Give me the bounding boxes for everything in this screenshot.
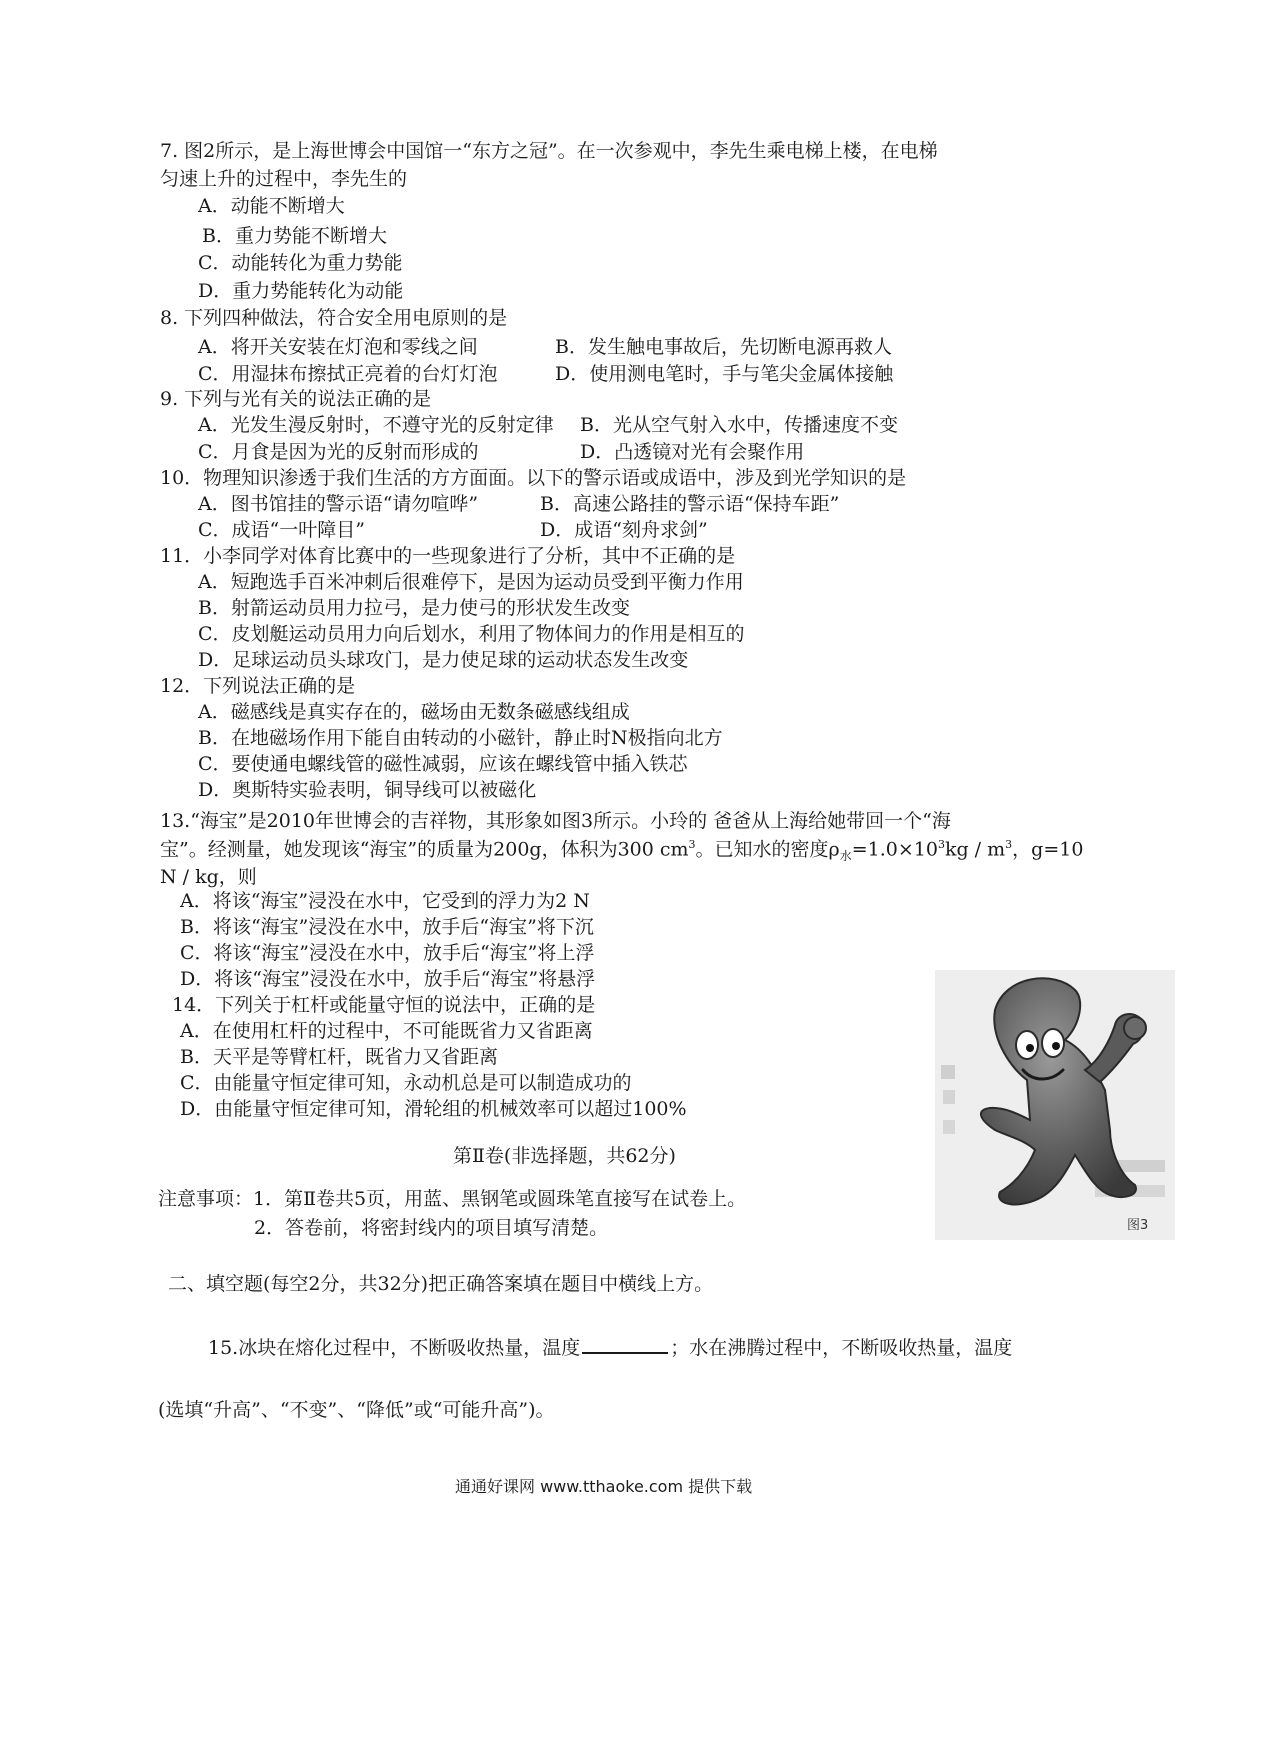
q7-stem-line-2: 匀速上升的过程中，李先生的 <box>160 168 408 190</box>
q8-option-c: C．用湿抹布擦拭正亮着的台灯灯泡 <box>198 363 498 385</box>
q13-option-b: B．将该“海宝”浸没在水中，放手后“海宝”将下沉 <box>180 916 594 938</box>
q15-text-2: ；水在沸腾过程中，不断吸收热量，温度 <box>670 1337 1013 1359</box>
q13-superscript-3: 3 <box>1005 838 1013 851</box>
q8-option-b: B．发生触电事故后，先切断电源再救人 <box>555 336 892 358</box>
q13-stem-text-a: 宝”。经测量，她发现该“海宝”的质量为200g，体积为300 cm <box>160 838 689 861</box>
q14-stem: 14．下列关于杠杆或能量守恒的说法中，正确的是 <box>172 994 596 1016</box>
q13-stem-line-3: N / kg，则 <box>160 866 257 888</box>
q11-option-a: A．短跑选手百米冲刺后很难停下，是因为运动员受到平衡力作用 <box>198 571 744 593</box>
q7-stem-line-1: 7. 图2所示，是上海世博会中国馆一“东方之冠”。在一次参观中，李先生乘电梯上楼，在电梯 <box>160 140 938 162</box>
q13-subscript-water: 水 <box>839 849 852 864</box>
q7-option-b: B．重力势能不断增大 <box>202 225 387 247</box>
q8-option-d: D．使用测电笔时，手与笔尖金属体接触 <box>555 363 894 385</box>
q15-line-2: (选填“升高”、“不变”、“降低”或“可能升高”)。 <box>158 1399 555 1421</box>
q10-stem: 10．物理知识渗透于我们生活的方方面面。以下的警示语或成语中，涉及到光学知识的是 <box>160 467 907 489</box>
q13-option-d: D．将该“海宝”浸没在水中，放手后“海宝”将悬浮 <box>180 968 596 990</box>
q9-option-c: C．月食是因为光的反射而形成的 <box>198 441 479 463</box>
q13-stem-text-d: kg / m <box>944 838 1006 861</box>
section-2-title: 第Ⅱ卷(非选择题，共62分) <box>453 1145 676 1167</box>
haibao-mascot-figure <box>935 970 1175 1240</box>
q13-stem-line-2 <box>160 838 1083 864</box>
q8-option-a: A．将开关安装在灯泡和零线之间 <box>198 336 478 358</box>
q13-option-a: A．将该“海宝”浸没在水中，它受到的浮力为2 N <box>180 890 590 912</box>
q13-option-c: C．将该“海宝”浸没在水中，放手后“海宝”将上浮 <box>180 942 595 964</box>
q13-stem-text-c: =1.0×10 <box>851 838 938 861</box>
q13-superscript-2: 3 <box>937 838 945 851</box>
q12-option-a: A．磁感线是真实存在的，磁场由无数条磁感线组成 <box>198 701 630 723</box>
q10-option-d: D．成语“刻舟求剑” <box>540 519 708 541</box>
q10-option-c: C．成语“一叶障目” <box>198 519 365 541</box>
q13-stem-text-b: 。已知水的密度ρ <box>695 838 840 861</box>
q10-option-a: A．图书馆挂的警示语“请勿喧哗” <box>198 493 479 515</box>
q11-option-b: B．射箭运动员用力拉弓，是力使弓的形状发生改变 <box>198 597 630 619</box>
q11-option-c: C．皮划艇运动员用力向后划水，利用了物体间力的作用是相互的 <box>198 623 745 645</box>
q13-stem-line-1: 13.“海宝”是2010年世博会的吉祥物，其形象如图3所示。小玲的 爸爸从上海给她带回一个“海 <box>160 810 951 832</box>
q12-option-d: D．奥斯特实验表明，铜导线可以被磁化 <box>198 779 537 801</box>
q11-option-d: D．足球运动员头球攻门，是力使足球的运动状态发生改变 <box>198 649 689 671</box>
q11-stem: 11．小李同学对体育比赛中的一些现象进行了分析，其中不正确的是 <box>160 545 736 567</box>
q7-option-c: C．动能转化为重力势能 <box>198 252 403 274</box>
haibao-mascot-illustration <box>935 970 1175 1240</box>
q13-stem-text-e: ，g=10 <box>1012 838 1084 861</box>
q14-option-b: B．天平是等臂杠杆，既省力又省距离 <box>180 1046 498 1068</box>
q15-line-1 <box>208 1336 1012 1360</box>
q7-option-d: D．重力势能转化为动能 <box>198 280 404 302</box>
q9-option-d: D．凸透镜对光有会聚作用 <box>580 441 805 463</box>
section-2-note-2: 2．答卷前，将密封线内的项目填写清楚。 <box>254 1217 609 1239</box>
q13-superscript: 3 <box>688 838 696 851</box>
q14-option-a: A．在使用杠杆的过程中，不可能既省力又省距离 <box>180 1020 593 1042</box>
page-footer: 通通好课网 www.tthaoke.com 提供下载 <box>455 1477 753 1496</box>
q8-stem: 8. 下列四种做法，符合安全用电原则的是 <box>160 307 508 329</box>
figure-caption: 图3 <box>1127 1218 1149 1233</box>
q7-option-a: A．动能不断增大 <box>198 195 345 217</box>
q15-text-1: 15.冰块在熔化过程中，不断吸收热量，温度 <box>208 1337 581 1359</box>
part-2-heading: 二、填空题(每空2分，共32分)把正确答案填在题目中横线上方。 <box>168 1273 714 1295</box>
q15-answer-blank[interactable] <box>582 1336 668 1354</box>
q9-stem: 9. 下列与光有关的说法正确的是 <box>160 388 432 410</box>
q14-option-c: C．由能量守恒定律可知，永动机总是可以制造成功的 <box>180 1072 632 1094</box>
q12-option-b: B．在地磁场作用下能自由转动的小磁针，静止时N极指向北方 <box>198 727 723 749</box>
q10-option-b: B．高速公路挂的警示语“保持车距” <box>540 493 840 515</box>
q12-option-c: C．要使通电螺线管的磁性减弱，应该在螺线管中插入铁芯 <box>198 753 688 775</box>
q9-option-a: A．光发生漫反射时，不遵守光的反射定律 <box>198 414 554 436</box>
section-2-note-1: 注意事项：1．第Ⅱ卷共5页，用蓝、黑钢笔或圆珠笔直接写在试卷上。 <box>158 1188 747 1210</box>
q12-stem: 12．下列说法正确的是 <box>160 675 356 697</box>
q9-option-b: B．光从空气射入水中，传播速度不变 <box>580 414 898 436</box>
q14-option-d: D．由能量守恒定律可知，滑轮组的机械效率可以超过100% <box>180 1098 687 1120</box>
